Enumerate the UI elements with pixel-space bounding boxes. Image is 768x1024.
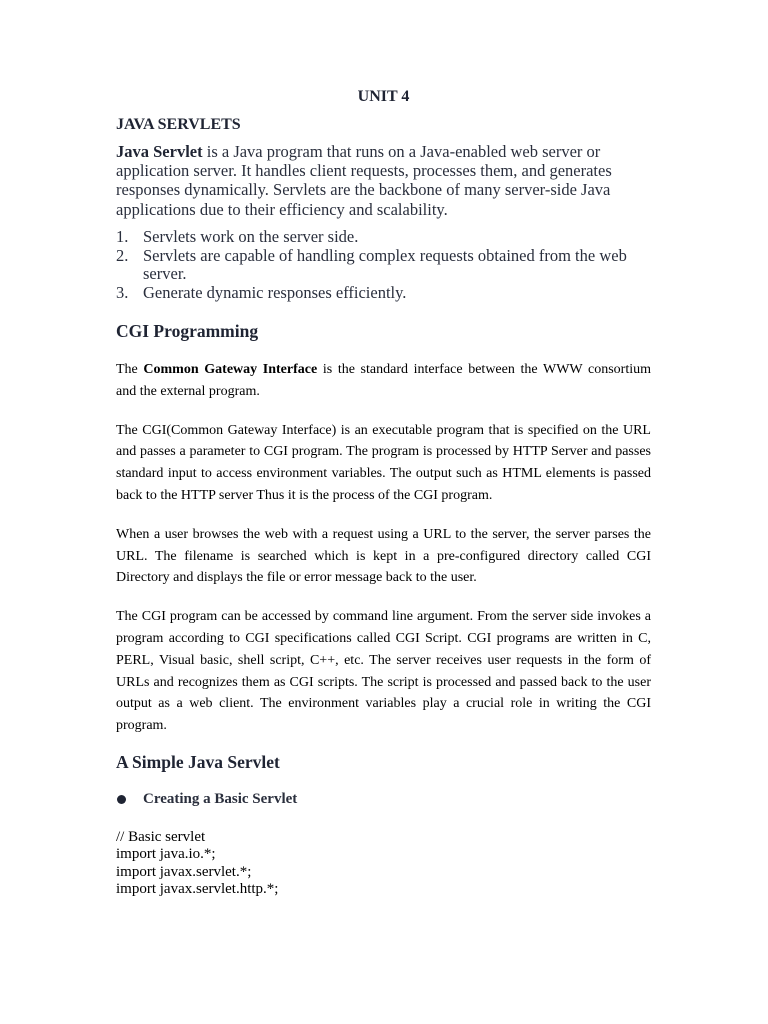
cgi-heading: CGI Programming bbox=[116, 321, 259, 341]
document-page bbox=[116, 86, 651, 898]
bullet-item-text: Creating a Basic Servlet bbox=[143, 790, 298, 807]
list-item bbox=[116, 247, 651, 285]
bullet-item bbox=[116, 789, 651, 809]
list-item-text: Generate dynamic responses efficiently. bbox=[143, 283, 407, 303]
list-item-number: 1. bbox=[116, 226, 129, 246]
cgi-paragraph-1 bbox=[116, 359, 651, 403]
intro-term: Java Servlet bbox=[116, 142, 203, 161]
code-line: import javax.servlet.*; bbox=[116, 863, 252, 880]
code-block bbox=[116, 829, 651, 898]
cgi-p1-term: Common Gateway Interface bbox=[143, 362, 318, 377]
intro-numbered-list bbox=[116, 228, 651, 303]
servlet-heading: A Simple Java Servlet bbox=[116, 751, 280, 772]
unit-title: UNIT 4 bbox=[357, 88, 410, 105]
cgi-paragraph-3: When a user browses the web with a request using a URL to the server, the server parses the URL. The filename is searched which is kept in a pre-configured directory called CGI Directory and displays the file or error message back to the user. bbox=[116, 526, 651, 586]
cgi-paragraph-4: The CGI program can be accessed by command line argument. From the server side invokes a program according to CGI specifications called CGI Script. CGI programs are written in C, PERL, Visual basic, shell script, C++, etc. The server receives user requests in the form of URLs and recognizes them as CGI scripts. The script is processed and passed back to the user output as a web client. The environment variables play a crucial role in writing the CGI program. bbox=[116, 609, 651, 734]
list-item-text: Servlets are capable of handling complex requests obtained from the web server. bbox=[143, 245, 627, 284]
code-line: // Basic servlet bbox=[116, 828, 206, 845]
list-item-number: 3. bbox=[116, 283, 129, 303]
code-line: import java.io.*; bbox=[116, 846, 216, 863]
list-item bbox=[116, 228, 651, 247]
intro-text: is a Java program that runs on a Java-enabled web server or application server. It handles client requests, processes them, and generates responses dynamically. Servlets are the backbone of many server-side Java applications due to their efficiency and scalability. bbox=[116, 142, 612, 219]
bullet-icon bbox=[117, 795, 126, 804]
cgi-p1-before: The bbox=[116, 362, 144, 377]
list-item-text: Servlets work on the server side. bbox=[143, 226, 359, 246]
list-item-number: 2. bbox=[116, 245, 129, 265]
intro-paragraph bbox=[116, 142, 651, 219]
list-item bbox=[116, 284, 651, 303]
chapter-title: JAVA SERVLETS bbox=[116, 116, 241, 133]
cgi-p1-after: is the standard interface between the WWW consortium and the external program. bbox=[116, 362, 652, 399]
cgi-paragraph-2: The CGI(Common Gateway Interface) is an executable program that is specified on the URL and passes a parameter to CGI program. The program is processed by HTTP Server and passes standard input to access environment variables. The output such as HTML elements is passed back to the HTTP server Thus it is the process of the CGI program. bbox=[116, 422, 651, 503]
code-line: import javax.servlet.http.*; bbox=[116, 880, 279, 897]
